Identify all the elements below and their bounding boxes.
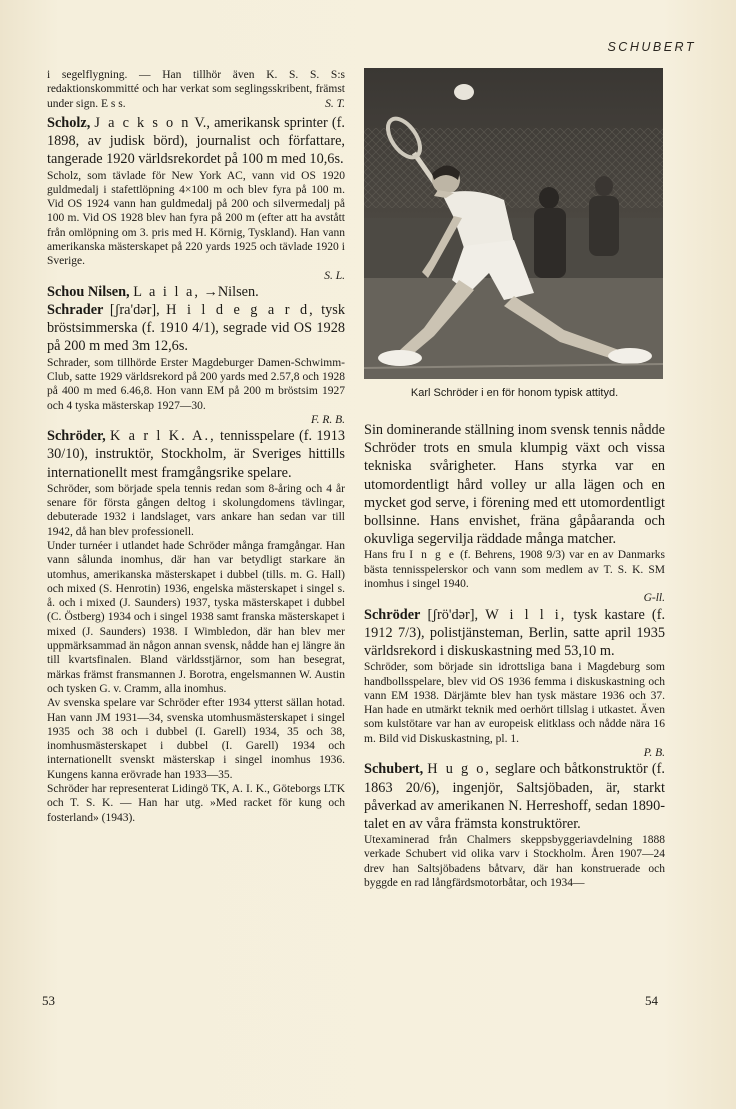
entry-schrader-lead (47, 301, 345, 356)
continuation-text: i segelflygning. — Han tillhör även K. S. S. S:s redaktionskommitté och har verkat som seglingsskribent, främst under sign. (47, 69, 345, 110)
photo-caption: Karl Schröder i en för honom typisk attityd. (410, 387, 619, 399)
entry-signature: S. T. (325, 97, 345, 110)
continuation-sign-word: E s s. (100, 97, 126, 110)
page-number-right: 54 (645, 993, 658, 1008)
entry-schroder-continuation: Sin dominerande ställning inom svensk tennis nådde Schröder trots en smula klumpig växt och vissa tekniska svårigheter. Hans styrka var en utomordentligt hård volley ur alla lägen och en mycket god serve, i förening med ett utomordentligt bollsinne. Hans envishet, fräna gåpåaranda och okuvliga segervilja räddade många matcher. (364, 422, 665, 548)
entry-schroder-lead (47, 427, 345, 482)
given-name-schroder: K a r l K. A., (110, 428, 216, 445)
headword-hugo: Schubert, (364, 761, 424, 778)
entry-schroder-wife (364, 548, 665, 605)
entry-willi-text: Schröder, som började sin idrottsliga bana i Magdeburg som handbollsspelare, blev vid OS 1936 femma i diskuskastning och vann EM 1938. Därjämte blev han tysk mästare 1936 och 37. Han hade en utmärkt teknik med oerhört tillslag i utkastet. Även som kulstötare var han av europeisk elitklass och nådde nära 16 m. Bild vid Diskuskastning, pl. 1. (364, 661, 665, 745)
left-column (47, 68, 345, 825)
given-name-schrader: H i l d e g a r d, (166, 302, 315, 319)
headword-schroder: Schröder, (47, 428, 106, 445)
wife-text: (f. Behrens, 1908 9/3) var en av Danmarks bästa tennisspelerskor och vann som medlem av T. S. K. SM inomhus i singel 1940. (364, 549, 666, 591)
given-name-hugo: H u g o, (427, 761, 491, 778)
entry-schroder-paragraph: Av svenska spelare var Schröder efter 1934 ytterst sällan hotad. Han vann JM 1931—34, svenska utomhusmästerskapet i singel 1935 och 38 och i dubbel (I. Garell) 1934, 35 och 38, inomhusmästerskapet i dubbel (I. Garell) 1934 och internationellt svenskt mästerskap i singel inomhus 1936. Kungens kanna erövrade han 1933—35. (47, 697, 345, 781)
entry-signature: P. B. (643, 747, 665, 759)
entry-schroder-paragraph: Schröder, som började spela tennis redan som 8-åring och 4 år senare för första gången deltog i skolungdomens tävlingar, debuterade 1932 i landslaget, vars ankare han sedan var till 1942, då han blev professionell. (47, 482, 345, 538)
entry-schroder-paragraph: Schröder har representerat Lidingö TK, A. I. K., Göteborgs LTK och T. S. K. — Han har utg. »Med racket för kung och fosterland» (1943). (47, 783, 345, 824)
headword-schou: Schou Nilsen, (47, 283, 130, 300)
headword-willi: Schröder (364, 606, 421, 623)
headword-scholz: Scholz, (47, 114, 91, 131)
pronunciation-schrader: [ʃra'dər], (109, 302, 160, 319)
cross-reference: →Nilsen. (203, 283, 259, 300)
entry-scholz-summary: V., amerikansk sprinter (f. 1898, av judisk börd), journalist och författare, tangerade 1920 världsrekordet på 100 m med 10,6s. (47, 114, 345, 168)
headword-schrader: Schrader (47, 302, 104, 319)
given-name-scholz: J a c k s o n (94, 114, 191, 131)
entry-willi-summary: tysk kastare (f. 1912 7/3), polistjänsteman, Berlin, satte april 1935 världsrekord i diskuskastning med 53,10 m. (364, 606, 666, 660)
given-name-schou: L a i l a, (133, 283, 200, 300)
entry-signature: S. L. (324, 269, 345, 282)
entry-schrader-body (47, 356, 345, 427)
entry-schroder-paragraph: Under turnéer i utlandet hade Schröder många framgångar. Han vann sålunda inomhus, där han var betydligt starkare än utomhus, amerikanska mästerskapet i dubbel (tills. m. G. Hall) och mixed (S. Henrotin) 1936, engelska mästerskapet i singel s. å. och i mixed (J. Saunders) 1937, tyska mästerskapet i dubbel (C. Östberg) 1934 och i singel 1938 samt franska mästerskapet i mixed (J. Saunders) 1938. I Wimbledon, där han blev mer uppmärksammad än någon annan svensk, nådde han ej längre än till kvartsfinalen. Bland världsstjärnor, som han besegrat, märkas främst fransmannen J. Borotra, engelsmannen W. Austin och tysken G. v. Cramm, alla inomhus. (47, 539, 345, 695)
entry-scholz-text: Scholz, som tävlade för New York AC, vann vid OS 1920 guldmedalj i stafettlöpning 4×100 m och blev fyra på 100 m. Vid OS 1924 vann han guldmedalj på 200 och silvermedalj på 100 m. Vid OS 1928 blev han fyra på 200 m (efter att ha avstått från omlöpning om 3. pris med H. Körnig, Tyskland). Han vann amerikanska mästerskapet på 220 yards 1925 och tävlade 1920 i Sverige. (47, 169, 345, 268)
given-name-willi: W i l l i, (485, 606, 567, 623)
running-head: SCHUBERT (607, 40, 696, 54)
tennis-player-photo (364, 68, 663, 379)
entry-signature: F. R. B. (311, 413, 345, 426)
wife-name: I n g e (409, 549, 456, 562)
entry-willi-body (364, 660, 665, 760)
entry-hugo-lead (364, 760, 665, 833)
entry-continuation (47, 68, 345, 111)
entry-willi-lead (364, 606, 665, 661)
entry-schrader-summary: tysk bröstsimmerska (f. 1910 4/1), segrade vid OS 1928 på 200 m med 3m 12,6s. (47, 302, 346, 355)
wife-intro: Hans fru (364, 549, 406, 562)
entry-schou (47, 283, 345, 301)
entry-hugo-body: Utexaminerad från Chalmers skeppsbyggeriavdelning 1888 verkade Schubert vid olika varv i Stockholm. Åren 1907—24 drev han Saltsjöbadens båtvarv, där han konstruerade och byggde en rad långfärdsmotorbåtar, och 1934— (364, 834, 665, 889)
photo-karl-schroder (364, 68, 663, 379)
entry-hugo-summary: seglare och båtkonstruktör (f. 1863 20/6), ingenjör, Saltsjöbaden, är, starkt påverkad av amerikanen N. Herreshoff, sedan 1890-talet en av våra främsta konstruktörer. (364, 761, 665, 832)
entry-scholz-lead (47, 114, 345, 169)
entry-scholz-body (47, 169, 345, 283)
pronunciation-willi: [ʃrö'dər], (427, 606, 479, 623)
entry-schroder-summary: tennisspelare (f. 1913 30/10), instruktör, Stockholm, är Sveriges hittills internationellt mest framgångsrike spelare. (47, 428, 346, 481)
entry-signature: G-ll. (643, 592, 665, 605)
entry-schrader-text: Schrader, som tillhörde Erster Magdeburger Damen-Schwimm-Club, satte 1929 världsrekord på 200 yards med 2.57,8 och 1928 på 400 m med 6.46,8. Hon vann EM på 200 m bröstsim 1927 och 4 tyska mästerskap 1927—30. (47, 356, 345, 412)
page-number-left: 53 (42, 993, 55, 1008)
right-column (364, 68, 665, 890)
